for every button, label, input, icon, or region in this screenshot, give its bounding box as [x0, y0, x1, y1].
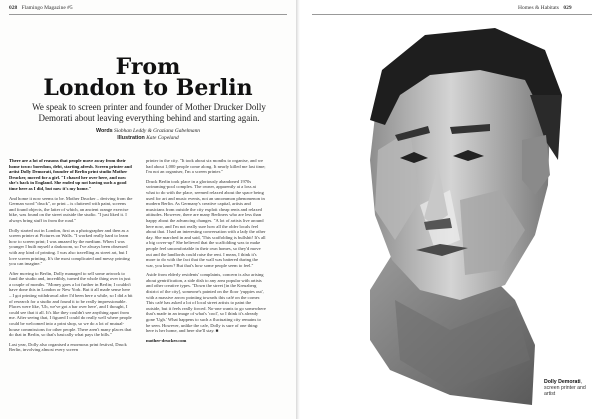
right-page-header	[518, 5, 575, 11]
header-rule	[312, 14, 592, 15]
body-paragraph: And home it now seems to be. Mother Drucker – deriving from the German word "druck", or print – is cluttered with paint, screens and found objects, the latter of which, an ancient orange exercise bike, was found on the street outside the studio. "I just liked it. I always bring stuff in from the road."	[9, 195, 133, 223]
portrait-caption	[544, 379, 598, 398]
magazine-name: Flamingo Magazine #5	[21, 5, 73, 11]
header-rule	[9, 14, 287, 15]
section-name: Homes & Habitats	[518, 5, 559, 11]
body-column-1	[9, 158, 133, 357]
body-paragraph: Druck Berlin took place in a gloriously abandoned 1970s swimming-pool complex. The owner, apparently at a loss at what to do with the place, seemed relaxed about the space being used for art and music events, not an uncommon phenomenon in modern Berlin. As Germany's creative capital, artists and musicians from outside the city exploit cheap rents and relaxed attitudes. However, there are many Berliners who are less than happy about the advancing changes. "A lot of artists live around here now, and I'm not really sure how all the older locals feel about that. I had an interesting conversation with a lady the other day. She marched in and said, 'This scaffolding is bullshit! It's all a big cover-up!' She believed that the scaffolding was to make people feel uncomfortable in their own homes, so they'd move out and the landlords could raise the rent. I mean, I think it's more to do with the fact that the wall was battered during the war, you know? But that's how some people seem to feel."	[146, 178, 266, 268]
body-paragraph: printer in the city. "It took about six months to organise, and we had about 1,000 people come along. It nearly killed me last time; I'm not an organiser, I'm a screen printer."	[146, 158, 266, 175]
body-column-2	[146, 158, 266, 347]
credits	[14, 128, 282, 142]
title-line-1: From	[115, 54, 181, 80]
body-paragraph: Last year, Dolly also organised a enormous print festival, Druck Berlin, involving almost every screen	[9, 341, 127, 353]
lead-paragraph: There are a lot of reasons that people move away from their home town: boredom, debt, starting afresh. Screen printer and artist Dolly Demorati, founder of Berlin print studio Mother Drucker, moved for a girl. "I chased her over here, and now she's back in England. She ended up not having such a good time here as I did, but now it's my home."	[9, 158, 132, 191]
words-names: Siobhan Leddy & Graziana Gabelmann	[114, 128, 200, 134]
body-paragraph: Dolly started out in London, first as a photographer and then as a screen printer at Pictures on Walls. "I worked really hard to learn how to screen print; I was amazed by the medium. When I was younger I built myself a darkroom, so I've always been obsessed with any kind of printing. I was also travelling as street art, but I love screen printing. It's the most complicated and messy printing you can imagine."	[9, 227, 130, 267]
page-number: 029	[563, 5, 572, 11]
title-line-2: London to Berlin	[43, 75, 253, 101]
portrait-illustration	[300, 0, 600, 419]
page-number: 028	[9, 5, 18, 11]
standfirst: We speak to screen printer and founder of Mother Drucker Dolly Demorati about leaving everything behind and starting again.	[32, 102, 266, 123]
illustration-name: Kate Copeland	[146, 135, 179, 141]
right-page	[300, 0, 600, 419]
article-title	[14, 54, 282, 101]
left-page	[0, 0, 296, 419]
words-label: Words	[96, 128, 113, 134]
caption-name: Dolly Demorati	[544, 379, 581, 385]
body-paragraph: Aside from elderly residents' complaints, concern is also arising about gentrification, a side dish to any area popular with artists and other creative types. "Down the street [in the Kreuzberg district of the city], someone's painted on the floor 'yuppies out', with a massive arrow pointing towards this café on the corner. This café has asked a lot of local street artists to paint the outside, but it feels really forced. No-one wants to go somewhere that's made in an image of what's 'cool', so I think it's already gone 'Ugh.' What happens to such a fluctuating city remains to be seen. However, unlike the cafe, Dolly is sure of one thing: here is her home, and here she'll stay. ■	[146, 272, 266, 334]
website-link[interactable]: mother-drucker.com	[146, 337, 187, 343]
caption-role: , screen printer and artist	[544, 379, 586, 398]
left-page-header	[9, 5, 73, 11]
illustration-label: Illustration	[117, 135, 145, 141]
body-paragraph: After moving to Berlin, Dolly managed to sell some artwork to fund the studio and, incredibly, turned the whole thing over in just a couple of months. "Money goes a lot further in Berlin; I couldn't have done this in London or New York. But it all made sense here – I got printing withdrawal after I'd been here a while, so I did a bit of research for a studio and found it to be really impressionable. Places were like, 'Uh, we've got a bar over here', and I thought, I could see that it all. It's like they couldn't see anything apart from me. After seeing that, I figured I could do really well where people could be welcomed into a print shop, so we do a lot of mutual-house commissions for other people. There aren't many places that do that in Berlin, so that's basically what pays the bills."	[9, 270, 133, 338]
